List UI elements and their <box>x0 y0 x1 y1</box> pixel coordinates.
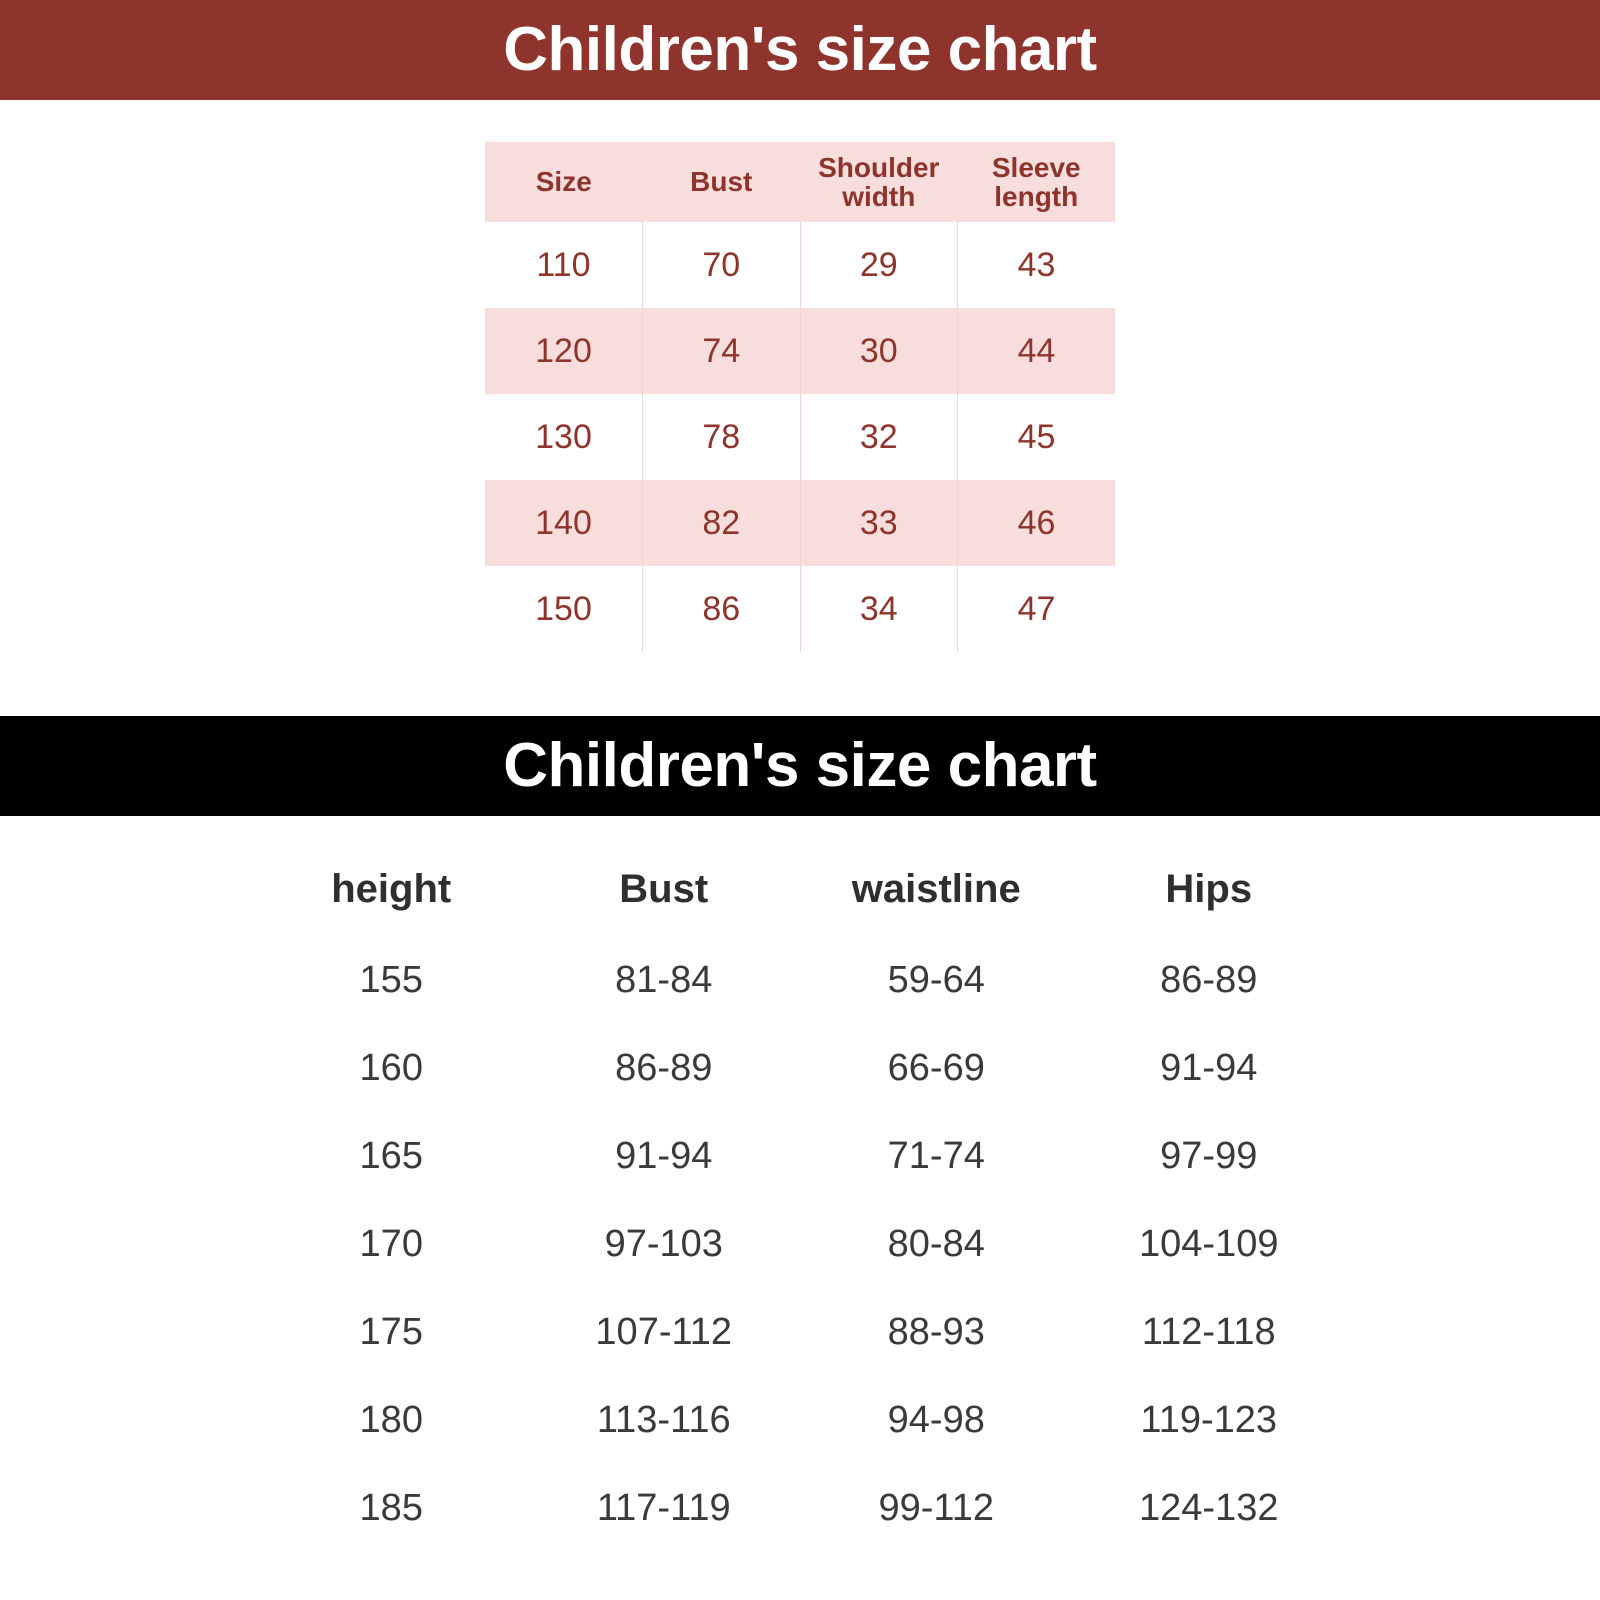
table1-cell-shoulder: 30 <box>800 308 958 394</box>
table1-cell-bust: 82 <box>643 480 801 566</box>
table1-cell-size: 110 <box>536 245 591 284</box>
table-row <box>255 1112 1345 1200</box>
table1-cell-shoulder: 33 <box>800 480 958 566</box>
table1-header-bust: Bust <box>690 166 753 198</box>
table2-cell-height: 180 <box>359 1398 423 1441</box>
table1-cell-size: 140 <box>535 503 592 542</box>
table2-header-waistline: waistline <box>851 866 1021 911</box>
table2-cell-height: 185 <box>359 1486 423 1529</box>
table-row <box>485 566 1115 652</box>
table2-cell-waistline: 80-84 <box>887 1222 985 1265</box>
table1-cell-size: 130 <box>535 417 592 456</box>
section2-table-wrap <box>0 816 1600 1552</box>
table2-cell-height: 175 <box>359 1310 423 1353</box>
table2-cell-hips: 119-123 <box>1140 1398 1278 1441</box>
table-row <box>485 222 1115 308</box>
table2-header-height: height <box>331 866 452 911</box>
table2-header-bust: Bust <box>619 866 709 911</box>
table2-cell-hips: 112-118 <box>1141 1310 1276 1353</box>
table-row <box>255 1376 1345 1464</box>
table-row <box>485 480 1115 566</box>
table1-header-sleeve-length: Sleeve length <box>991 151 1081 212</box>
table2-cell-hips: 86-89 <box>1160 958 1258 1001</box>
section1-banner <box>0 0 1600 100</box>
table1-body <box>485 222 1115 652</box>
table1-cell-sleeve: 47 <box>958 566 1116 652</box>
table1-cell-bust: 78 <box>643 394 801 480</box>
table1-cell-size: 120 <box>535 331 592 370</box>
table2-header-row <box>255 842 1345 936</box>
table2-cell-waistline: 71-74 <box>887 1134 985 1177</box>
section1-table-wrap <box>0 100 1600 652</box>
table2-cell-hips: 97-99 <box>1160 1134 1258 1177</box>
table2-cell-hips: 91-94 <box>1160 1046 1258 1089</box>
table2-cell-waistline: 99-112 <box>878 1486 994 1529</box>
table2-cell-height: 170 <box>359 1222 423 1265</box>
table1-cell-bust: 74 <box>643 308 801 394</box>
table2-cell-height: 165 <box>359 1134 423 1177</box>
section1-title: Children's size chart <box>503 15 1097 84</box>
table1-header-shoulder-width: Shoulder width <box>818 151 940 212</box>
table2-cell-hips: 124-132 <box>1139 1486 1279 1529</box>
table-row <box>485 394 1115 480</box>
children-size-table-bottom <box>255 842 1345 1552</box>
table1-cell-shoulder: 32 <box>800 394 958 480</box>
section2-banner <box>0 716 1600 816</box>
table-row <box>255 936 1345 1024</box>
table2-head <box>255 842 1345 936</box>
table2-cell-bust: 91-94 <box>615 1134 713 1177</box>
table2-header-hips: Hips <box>1165 866 1253 911</box>
table1-header-size: Size <box>535 166 592 198</box>
table2-cell-height: 155 <box>359 958 423 1001</box>
table2-cell-bust: 117-119 <box>596 1486 731 1529</box>
table1-cell-size: 150 <box>535 589 592 628</box>
table1-cell-bust: 70 <box>643 222 801 308</box>
table2-cell-waistline: 94-98 <box>887 1398 985 1441</box>
table2-cell-bust: 86-89 <box>615 1046 713 1089</box>
table1-cell-sleeve: 46 <box>958 480 1116 566</box>
table1-cell-bust: 86 <box>643 566 801 652</box>
table1-cell-shoulder: 34 <box>800 566 958 652</box>
table2-body <box>255 936 1345 1552</box>
children-size-table-top <box>485 142 1115 652</box>
table1-head <box>485 142 1115 222</box>
table-row <box>255 1200 1345 1288</box>
table-row <box>255 1024 1345 1112</box>
table2-cell-bust: 97-103 <box>604 1222 723 1265</box>
table2-cell-bust: 81-84 <box>615 958 713 1001</box>
table2-cell-waistline: 66-69 <box>887 1046 985 1089</box>
section2-title: Children's size chart <box>503 731 1097 800</box>
table1-cell-shoulder: 29 <box>800 222 958 308</box>
table2-cell-waistline: 59-64 <box>887 958 985 1001</box>
table1-header-row <box>485 142 1115 222</box>
table2-cell-bust: 113-116 <box>596 1398 731 1441</box>
table1-cell-sleeve: 44 <box>958 308 1116 394</box>
table-row <box>485 308 1115 394</box>
table2-cell-waistline: 88-93 <box>887 1310 985 1353</box>
table2-cell-hips: 104-109 <box>1139 1222 1279 1265</box>
table-row <box>255 1288 1345 1376</box>
table-row <box>255 1464 1345 1552</box>
table1-cell-sleeve: 43 <box>958 222 1116 308</box>
table2-cell-bust: 107-112 <box>595 1310 733 1353</box>
table2-cell-height: 160 <box>359 1046 423 1089</box>
table1-cell-sleeve: 45 <box>958 394 1116 480</box>
